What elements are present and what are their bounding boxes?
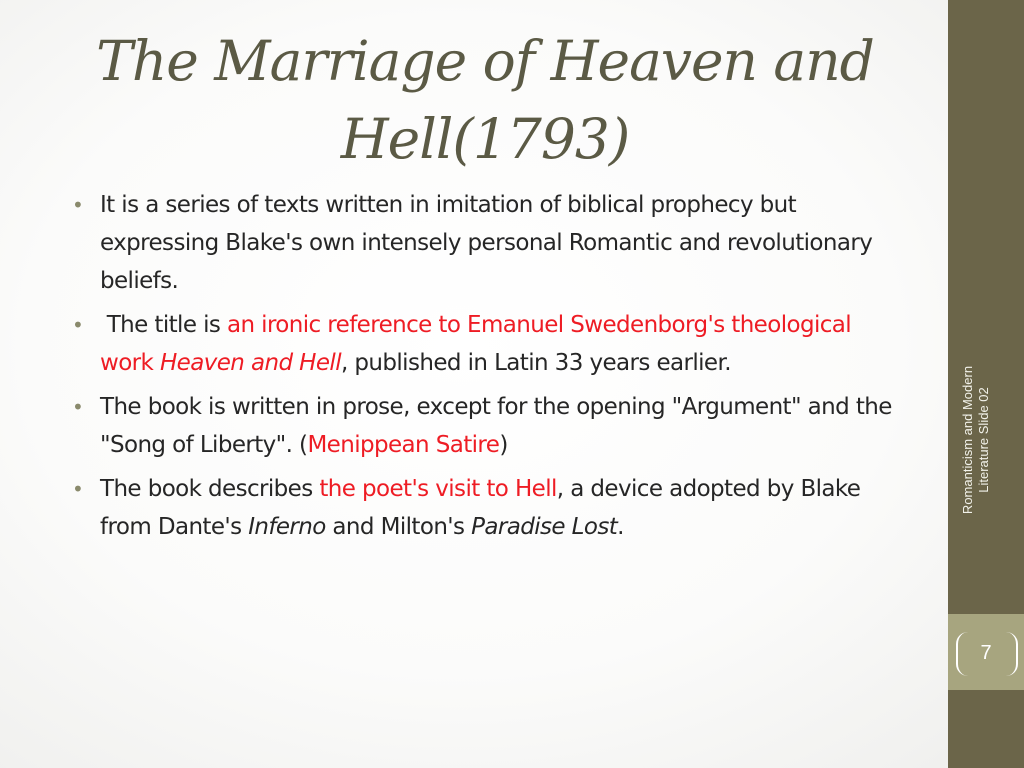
slide-title [40,22,930,178]
bullet-dot-icon: • [72,313,84,337]
footer-line-2: Literature Slide 02 [976,387,991,493]
bullet-text: The book describes [100,476,320,502]
italic-title: Paradise Lost [471,514,618,540]
page-number-box [948,614,1024,690]
bullet-item [72,470,892,546]
slide-footer [960,340,992,540]
bullet-dot-icon: • [72,477,84,501]
bullet-text: and Milton's [325,514,472,540]
bullet-item [72,186,892,300]
italic-title: Inferno [248,514,326,540]
footer-line-1: Romanticism and Modern [960,365,975,515]
bullet-text: ) [499,432,508,458]
title-line-2: Hell(1793) [340,107,630,171]
highlighted-text: Menippean Satire [307,432,500,458]
bullet-dot-icon: • [72,193,84,217]
bullet-item [72,388,892,464]
bullet-text: The book is written in prose, except for the opening "Argument" and the "Song of Liberty". ( [100,394,892,458]
title-line-1: The Marriage of Heaven and [96,29,874,93]
bullet-text: , a device adopted by Blake from Dante's [100,476,861,540]
highlighted-text: an ironic reference to Emanuel Swedenborg's theological work [100,312,852,376]
highlighted-text: the poet's visit to Hell [319,476,557,502]
bullet-dot-icon: • [72,395,84,419]
bullet-item [72,306,892,382]
page-number: 7 [980,642,992,664]
bullet-list [72,186,892,552]
bullet-text: The title is [100,312,227,338]
highlighted-italic-title: Heaven and Hell [159,350,341,376]
bullet-text: It is a series of texts written in imitation of biblical prophecy but expressing Blake's own intensely personal Romantic and revolutionary beliefs. [100,192,873,294]
bullet-text: . [617,514,624,540]
bullet-text: , published in Latin 33 years earlier. [340,350,731,376]
